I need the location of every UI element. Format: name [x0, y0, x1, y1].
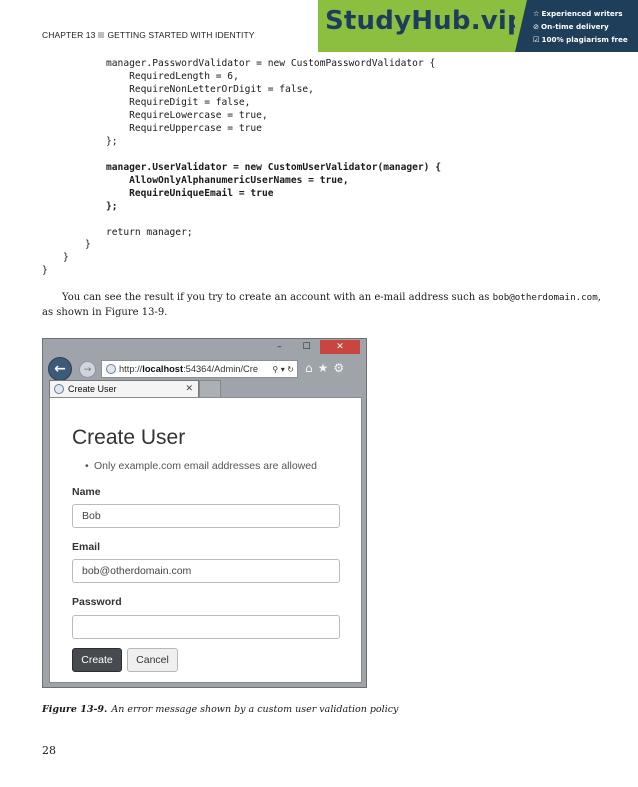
checkbox-icon: ☑: [533, 35, 540, 44]
code-line-bold: manager.UserValidator = new CustomUserValidator(manager) {: [106, 162, 442, 173]
code-line: RequireDigit = false,: [106, 97, 251, 108]
bullet-icon: •: [85, 460, 89, 472]
code-line: }: [42, 265, 48, 276]
page-content: [49, 397, 362, 683]
password-label: Password: [72, 596, 122, 608]
clock-icon: ⊘: [533, 22, 540, 31]
arrow-right-icon: →: [83, 364, 92, 375]
address-tools-icons[interactable]: ⚲ ▾ ↻: [272, 364, 294, 374]
code-line-bold: RequireUniqueEmail = true: [106, 188, 274, 199]
chapter-label: CHAPTER 13: [42, 30, 96, 40]
tab-title: Create User: [68, 384, 117, 394]
paragraph-text-line2: as shown in Figure 13-9.: [42, 306, 168, 318]
code-listing: [0, 0, 638, 290]
email-label: Email: [72, 541, 101, 553]
chapter-title: GETTING STARTED WITH IDENTITY: [107, 30, 255, 40]
page-number: 28: [42, 744, 56, 757]
banner-feature-text: On-time delivery: [541, 22, 609, 31]
window-controls: [266, 340, 360, 356]
close-window-button[interactable]: ✕: [320, 340, 360, 354]
banner-feature-text: 100% plagiarism free: [541, 35, 628, 44]
password-field[interactable]: [72, 615, 340, 639]
close-tab-icon[interactable]: ✕: [185, 384, 193, 394]
url-rest: :54364/Admin/Cre: [183, 364, 259, 374]
banner-brand-name: StudyHub.vip: [325, 6, 526, 36]
body-paragraph: [42, 291, 602, 320]
tab-create-user[interactable]: [49, 380, 199, 397]
arrow-left-icon: ←: [54, 361, 66, 377]
url-host: localhost: [142, 364, 184, 374]
code-line: }: [85, 239, 91, 250]
code-line: return manager;: [106, 227, 193, 238]
name-field[interactable]: Bob: [72, 504, 340, 528]
new-tab-button[interactable]: [199, 380, 221, 397]
browser-screenshot-figure: [42, 338, 367, 688]
validation-error-text: Only example.com email addresses are allowed: [94, 460, 317, 472]
inline-code: bob@otherdomain.com: [492, 292, 598, 303]
code-line: RequireLowercase = true,: [106, 110, 268, 121]
code-line-bold: };: [106, 201, 118, 212]
star-icon: ☆: [533, 9, 540, 18]
browser-navbar: [43, 355, 367, 383]
validation-error: [85, 460, 317, 472]
paragraph-text-end: ,: [597, 292, 601, 303]
home-favorites-settings-icons[interactable]: ⌂★⚙: [305, 361, 350, 375]
figure-label: Figure 13-9.: [42, 704, 108, 715]
minimize-button[interactable]: –: [277, 342, 282, 352]
code-line: RequireUppercase = true: [106, 123, 262, 134]
code-line: manager.PasswordValidator = new CustomPasswordValidator {: [106, 58, 436, 69]
cancel-button[interactable]: Cancel: [127, 648, 178, 672]
address-bar[interactable]: [101, 360, 298, 378]
page-icon: [106, 364, 116, 374]
page-icon: [54, 384, 64, 394]
maximize-button[interactable]: ☐: [302, 342, 311, 352]
figure-caption: [42, 704, 398, 715]
email-field[interactable]: bob@otherdomain.com: [72, 559, 340, 583]
name-label: Name: [72, 486, 101, 498]
page-title: Create User: [72, 426, 186, 449]
url-prefix: http://: [119, 364, 143, 374]
paragraph-text: You can see the result if you try to create an account with an e-mail address such as: [62, 292, 493, 303]
back-button[interactable]: [48, 357, 72, 381]
code-line: }: [63, 252, 69, 263]
banner-feature-text: Experienced writers: [541, 9, 623, 18]
caption-text: An error message shown by a custom user validation policy: [111, 704, 399, 715]
code-line: };: [106, 136, 118, 147]
code-line-bold: AllowOnlyAlphanumericUserNames = true,: [106, 175, 349, 186]
code-line: RequireNonLetterOrDigit = false,: [106, 84, 314, 95]
code-line: RequiredLength = 6,: [106, 71, 239, 82]
forward-button[interactable]: [79, 361, 96, 378]
create-button[interactable]: Create: [72, 648, 122, 672]
